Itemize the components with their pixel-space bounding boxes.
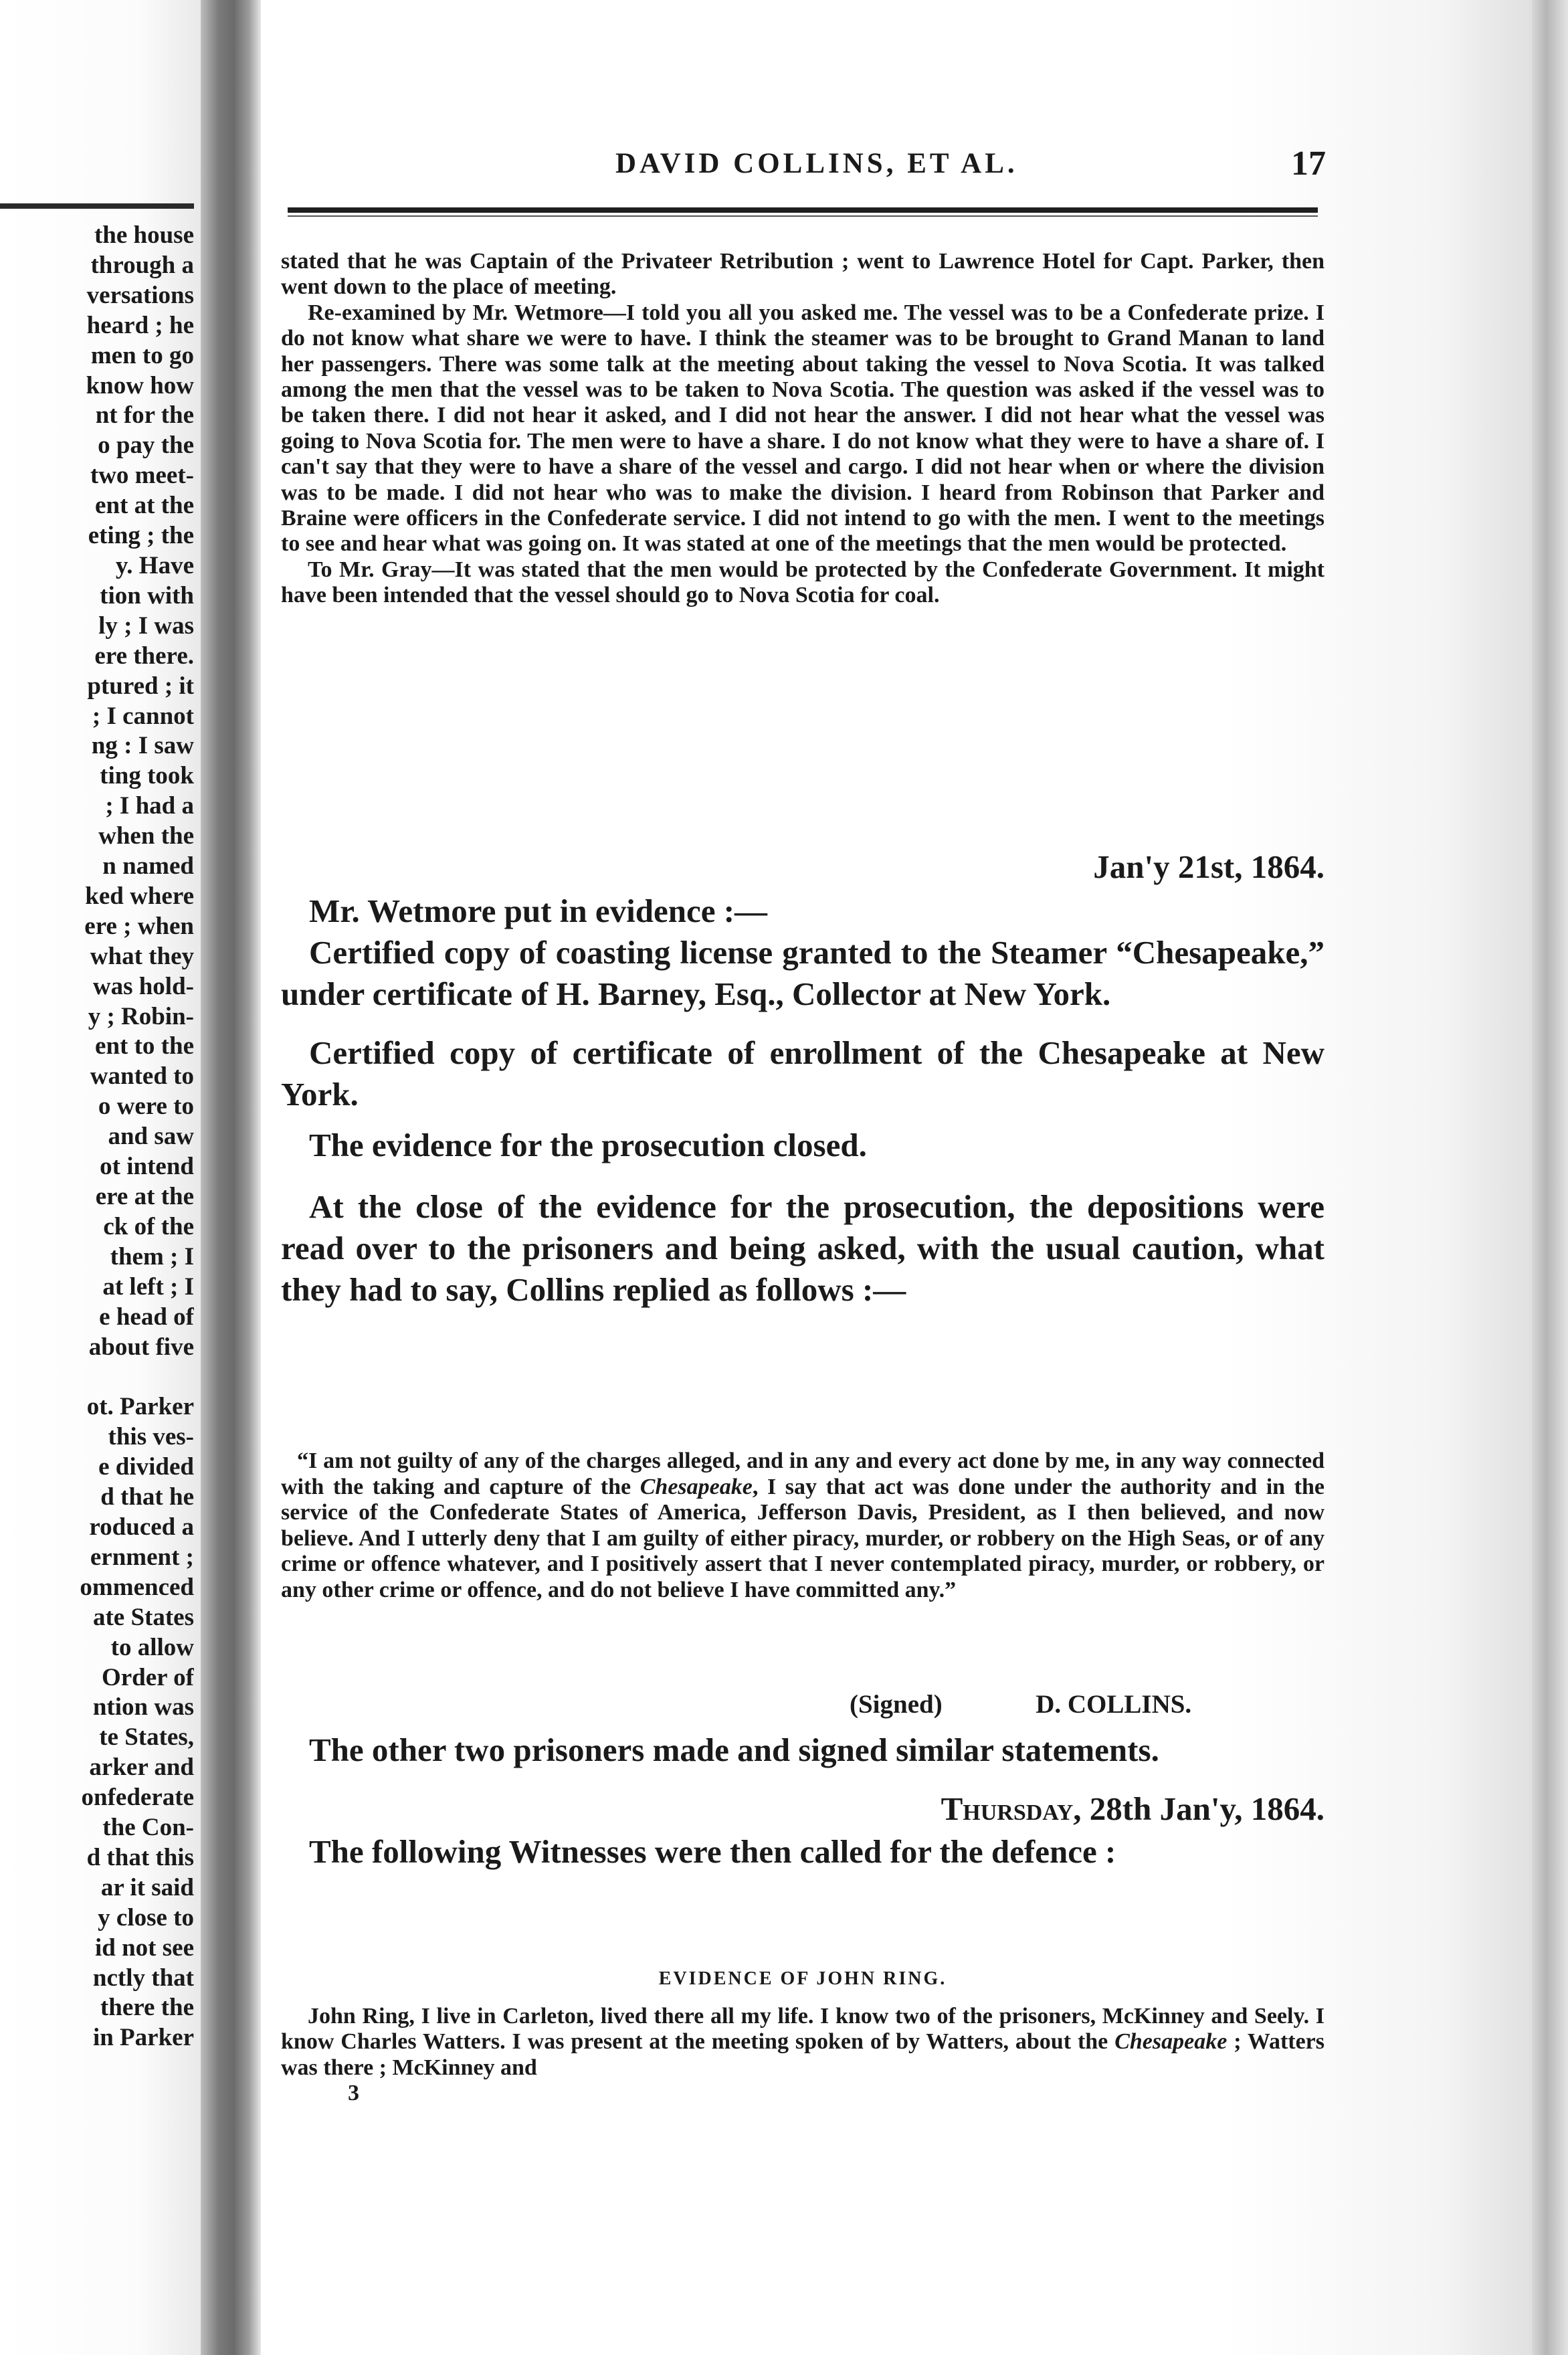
facing-page-line: the Con- (102, 1814, 194, 1842)
wetmore-evidence-line: Mr. Wetmore put in evidence :— (309, 892, 768, 929)
facing-page-line: onfederate (81, 1784, 194, 1812)
facing-page-line: two meet- (90, 462, 194, 490)
similar-statements-paragraph: The other two prisoners made and signed similar statements. (309, 1731, 1159, 1768)
facing-page-line: tion with (100, 581, 194, 609)
facing-page-line: id not see (95, 1934, 194, 1962)
facing-page-line: n named (102, 852, 194, 880)
page-edge-shadow (1532, 0, 1568, 2355)
facing-page-line: eting ; the (88, 522, 194, 550)
facing-page-line: ntion was (92, 1693, 194, 1721)
facing-page-line: d that he (100, 1483, 194, 1511)
facing-page-line: there the (100, 1994, 194, 2022)
coasting-license-paragraph: Certified copy of coasting license granted to the Steamer “Chesapeake,” under certificate of H. Barney, Esq., Collector at New York. (281, 934, 1325, 1012)
facing-page-line: y ; Robin- (88, 1002, 194, 1030)
facing-page-line: them ; I (110, 1242, 194, 1270)
facing-page-line: Order of (101, 1663, 194, 1691)
facing-page-line: e head of (99, 1303, 194, 1331)
book-gutter-shadow (201, 0, 261, 2355)
close-of-evidence-paragraph: At the close of the evidence for the prosecution, the depositions were read over to the prisoners and being asked, with the usual caution, what they had to say, Collins replied as follows :— (281, 1188, 1325, 1308)
john-ring-vessel-name: Chesapeake (1114, 2029, 1228, 2055)
statement-text-1: “I am not guilty of any of the charges alleged, and in any and every act done by me, in any way connected with the taking and capture of the (281, 1448, 1325, 1499)
header-rule-thin (288, 215, 1318, 217)
facing-page-line: wanted to (90, 1062, 194, 1091)
facing-page-line: ting took (100, 762, 194, 790)
facing-page-line: to allow (110, 1633, 194, 1661)
sheet-signature: 3 (348, 2081, 359, 2106)
facing-page-line: ate States (92, 1603, 194, 1631)
facing-page-line: e divided (98, 1453, 194, 1481)
facing-page-line: ; I cannot (92, 702, 194, 730)
facing-page-line: ere there. (94, 642, 194, 670)
thursday-day: Thursday (941, 1790, 1074, 1827)
facing-page-text (0, 221, 194, 2053)
running-head (281, 140, 1325, 187)
facing-page-line: ked where (85, 882, 194, 910)
facing-page-line: te States, (99, 1723, 194, 1752)
facing-page-line: nt for the (95, 401, 194, 430)
header-rule (288, 207, 1318, 213)
facing-page-line: what they (90, 942, 194, 970)
signature-line (281, 1689, 1325, 1719)
facing-page-line: at left ; I (102, 1273, 194, 1301)
facing-page-line: ent at the (95, 492, 194, 520)
facing-page-line: men to go (90, 341, 194, 369)
testimony-continued (281, 249, 1325, 609)
page-number: 17 (1291, 145, 1326, 183)
facing-page-line: ommenced (80, 1573, 194, 1601)
facing-page-line: ot intend (100, 1153, 194, 1181)
facing-page-line: y. Have (115, 551, 194, 579)
facing-page-line: heard ; he (86, 311, 194, 339)
facing-page-line: o pay the (98, 432, 194, 460)
signed-name: D. COLLINS. (1036, 1690, 1192, 1719)
facing-page-line (0, 1362, 194, 1392)
facing-page-line: ng : I saw (91, 732, 194, 760)
continued-paragraph: stated that he was Captain of the Privateer Retribution ; went to Lawrence Hotel for Capt. Parker, then went down to the place of meeting. (281, 249, 1325, 300)
john-ring-testimony (281, 2004, 1325, 2107)
signed-label: (Signed) (850, 1690, 943, 1719)
facing-page-line: o were to (98, 1093, 194, 1121)
facing-page-line: the house (94, 221, 194, 249)
facing-page-line: ent to the (95, 1032, 194, 1060)
facing-page-line: and saw (108, 1123, 194, 1151)
facing-page-line: ot. Parker (86, 1393, 194, 1421)
running-head-title: DAVID COLLINS, ET AL. (615, 148, 1018, 179)
facing-page-line: ere ; when (84, 912, 194, 940)
facing-page-line: y close to (98, 1903, 194, 1932)
john-ring-text-1: John Ring, I live in Carleton, lived there all my life. I know two of the prisoners, McKinney and Seely. I know Charles Watters. I was present at the meeting spoken of by Watters, about the (281, 2004, 1325, 2055)
facing-page-line: roduced a (89, 1513, 194, 1541)
facing-page-line: versations (86, 281, 194, 309)
facing-page-line: ly ; I was (98, 611, 194, 640)
evidence-heading: EVIDENCE OF JOHN RING. (658, 1968, 947, 1989)
facing-page-line: was hold- (92, 972, 194, 1000)
facing-page-line: through a (90, 251, 194, 279)
cross-examination-paragraph: To Mr. Gray—It was stated that the men would be protected by the Confederate Government. It might have been intended that the vessel should go to Nova Scotia for coal. (281, 557, 1325, 608)
reexamination-paragraph: Re-examined by Mr. Wetmore—I told you all you asked me. The vessel was to be a Confederate prize. I do not know what share we were to have. I think the steamer was to be brought to Grand Manan to land her passengers. There was some talk at the meeting about taking the vessel to Nova Scotia. It was talked among the men that the vessel was to be taken to Nova Scotia. The question was asked if the vessel was to be taken there. I did not hear it asked, and I did not hear the answer. I did not hear what the vessel was going to Nova Scotia for. The men were to have a share. I do not know what they were to have a share of. I can't say that they were to have a share of the vessel and cargo. I did not hear when or where the division was to be made. I did not hear who was to make the division. I heard from Robinson that Parker and Braine were officers in the Confederate service. I did not intend to go with the men. I went to the meetings to see and hear what was going on. It was stated at one of the meetings that the men would be protected. (281, 300, 1325, 557)
facing-page-line: d that this (86, 1843, 194, 1871)
facing-page-line: ptured ; it (87, 672, 194, 700)
facing-page-line: know how (86, 371, 194, 399)
facing-page-line: in Parker (92, 2024, 194, 2052)
facing-page-line: ck of the (103, 1212, 194, 1240)
facing-page-line: ernment ; (90, 1543, 194, 1571)
evidence-section (281, 846, 1325, 1311)
facing-page-line: ar it said (100, 1873, 194, 1901)
date-jan-21: Jan'y 21st, 1864. (1093, 848, 1325, 885)
john-ring-text-2: ; Watters was there ; McKinney and (281, 2029, 1325, 2080)
enrollment-paragraph: Certified copy of certificate of enrollment of the Chesapeake at New York. (281, 1034, 1325, 1113)
facing-page-line: when the (98, 822, 194, 850)
collins-statement (281, 1448, 1325, 1604)
facing-page-line: about five (88, 1333, 194, 1361)
statement-text-2: , I say that act was done under the authority and in the service of the Confederate States of America, Jefferson Davis, President, as I then believed, and now believe. And I utterly deny that I am guilty of either piracy, murder, or robbery on the High Seas, or of any crime or offence whatever, and I positively assert that I never contemplated piracy, murder, or robbery, or any other crime or offence, and do not believe I have committed any.” (281, 1474, 1325, 1602)
thursday-date: , 28th Jan'y, 1864. (1073, 1790, 1325, 1827)
facing-page-line: ere at the (95, 1183, 194, 1210)
prosecution-closed-line: The evidence for the prosecution closed. (309, 1127, 867, 1163)
facing-page-rule (0, 203, 194, 209)
facing-page-line: ; I had a (105, 792, 194, 820)
defence-section (281, 1729, 1325, 1873)
witnesses-defence-line: The following Witnesses were then called for the defence : (309, 1833, 1116, 1870)
statement-vessel-name: Chesapeake (640, 1474, 753, 1499)
facing-page-line: this ves- (108, 1423, 194, 1451)
facing-page-line: nctly that (92, 1964, 194, 1992)
facing-page-line: arker and (89, 1754, 194, 1782)
evidence-heading-block (281, 1968, 1325, 1990)
